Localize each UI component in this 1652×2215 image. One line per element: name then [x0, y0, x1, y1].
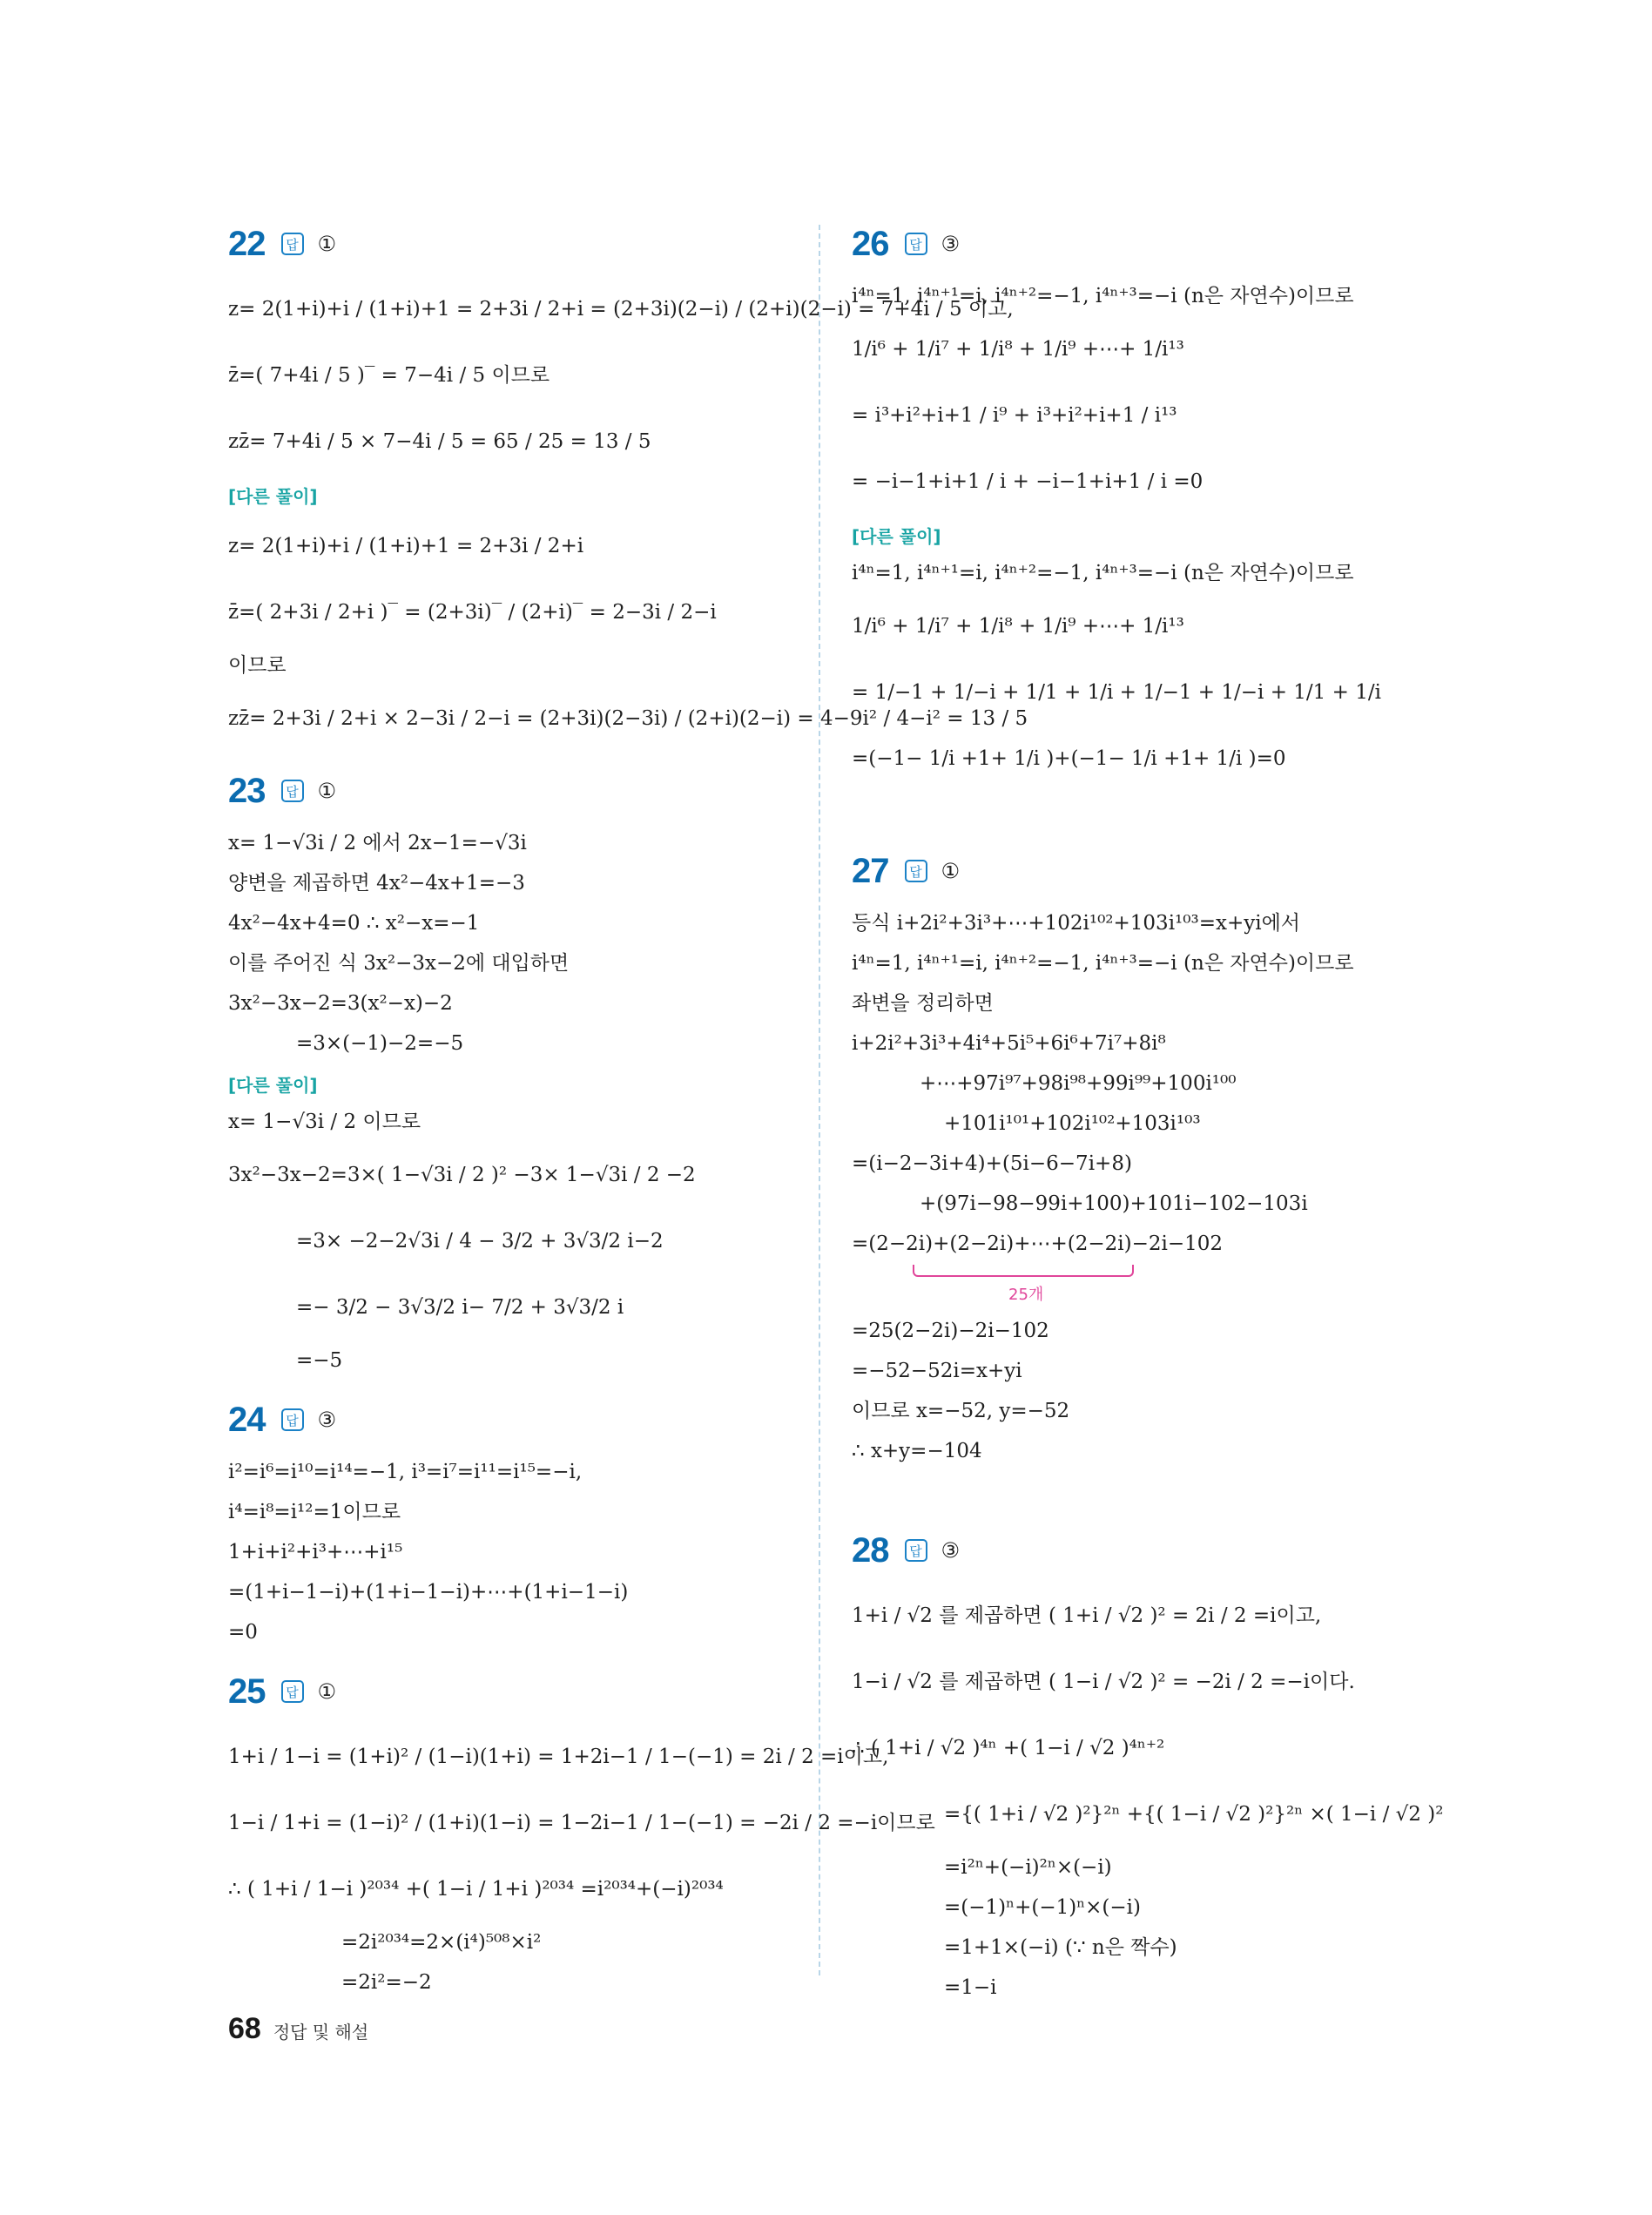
alt-solution-line: x= 1−√3i / 2 이므로 [228, 1111, 421, 1134]
alt-solution-line: i⁴ⁿ=1, i⁴ⁿ⁺¹=i, i⁴ⁿ⁺²=−1, i⁴ⁿ⁺³=−i (n은 자연수)이므로 [852, 562, 1354, 585]
solution-line: 1−i / √2 를 제곱하면 ( 1−i / √2 )² = −2i / 2 =−i이다. [852, 1671, 1355, 1694]
problem-number: 26 [852, 224, 889, 263]
problem-header [852, 218, 1418, 270]
alt-solution-line: =−5 [296, 1349, 343, 1373]
solution-line: 양변을 제곱하면 4x²−4x+1=−3 [228, 872, 525, 895]
solution-line: 좌변을 정리하면 [852, 992, 994, 1016]
answer-tag: 답 [281, 780, 304, 802]
alt-solution-line: =(−1− 1/i +1+ 1/i )+(−1− 1/i +1+ 1/i )=0 [852, 747, 1286, 771]
solution-line: i⁴ⁿ=1, i⁴ⁿ⁺¹=i, i⁴ⁿ⁺²=−1, i⁴ⁿ⁺³=−i (n은 자연수)이므로 [852, 285, 1354, 308]
solution-line: =0 [228, 1621, 258, 1644]
solution-line: =i²ⁿ+(−i)²ⁿ×(−i) [944, 1856, 1112, 1880]
alternative-solution-label: [다른 풀이] [852, 525, 941, 547]
solution-line: 1+i / √2 를 제곱하면 ( 1+i / √2 )² = 2i / 2 =i이고, [852, 1604, 1322, 1628]
solution-line: ={( 1+i / √2 )²}²ⁿ +{( 1−i / √2 )²}²ⁿ ×( 1−i / √2 )² [944, 1803, 1444, 1827]
problem-number: 28 [852, 1530, 889, 1570]
problem-number: 25 [228, 1671, 266, 1711]
answer-tag: 답 [281, 1680, 304, 1703]
problem-number: 23 [228, 771, 266, 810]
alternative-solution-label: [다른 풀이] [228, 1074, 318, 1096]
solution-line: +101i¹⁰¹+102i¹⁰²+103i¹⁰³ [944, 1112, 1201, 1136]
solution-line: 1−i / 1+i = (1−i)² / (1+i)(1−i) = 1−2i−1 / 1−(−1) = −2i / 2 =−i이므로 [228, 1812, 935, 1835]
answer-choice: ① [317, 779, 337, 803]
alt-solution-line: =3× −2−2√3i / 4 − 3/2 + 3√3/2 i−2 [296, 1230, 664, 1253]
solution-line: 이를 주어진 식 3x²−3x−2에 대입하면 [228, 952, 570, 976]
solution-line: =2i²=−2 [341, 1971, 432, 1995]
answer-choice: ① [317, 232, 337, 256]
problem-header [228, 218, 794, 270]
solution-line: 1/i⁶ + 1/i⁷ + 1/i⁸ + 1/i⁹ +⋯+ 1/i¹³ [852, 338, 1184, 361]
solution-line: =1+1×(−i) (∵ n은 짝수) [944, 1936, 1177, 1960]
alt-solution-line: 이므로 [228, 654, 287, 678]
alt-solution-line: =− 3/2 − 3√3/2 i− 7/2 + 3√3/2 i [296, 1296, 624, 1320]
solution-line: =(2−2i)+(2−2i)+⋯+(2−2i)−2i−102 [852, 1232, 1224, 1256]
answer-tag: 답 [905, 233, 927, 255]
solution-line: ∴ x+y=−104 [852, 1440, 982, 1463]
answer-choice: ① [941, 859, 961, 883]
problem-26 [852, 218, 1418, 793]
solution-line: =−52−52i=x+yi [852, 1360, 1022, 1383]
column-divider [819, 225, 820, 1975]
answer-tag: 답 [905, 1539, 927, 1562]
problem-24 [228, 1394, 794, 1653]
solution-line: i⁴ⁿ=1, i⁴ⁿ⁺¹=i, i⁴ⁿ⁺²=−1, i⁴ⁿ⁺³=−i (n은 자연수)이므로 [852, 952, 1354, 976]
solution-line: zz̄= 7+4i / 5 × 7−4i / 5 = 65 / 25 = 13 / 5 [228, 430, 651, 454]
solution-line: 3x²−3x−2=3(x²−x)−2 [228, 992, 453, 1016]
alt-solution-line: 3x²−3x−2=3×( 1−√3i / 2 )² −3× 1−√3i / 2 −2 [228, 1164, 696, 1187]
solution-line: = i³+i²+i+1 / i⁹ + i³+i²+i+1 / i¹³ [852, 404, 1177, 428]
solution-line: =25(2−2i)−2i−102 [852, 1320, 1049, 1343]
problem-25 [228, 1665, 935, 2003]
problem-header [228, 1665, 794, 1718]
problem-number: 24 [228, 1400, 266, 1439]
solution-line: =1−i [944, 1976, 997, 2000]
alt-solution-line: z̄=( 2+3i / 2+i )‾ = (2+3i)‾ / (2+i)‾ = 2−3i / 2−i [228, 601, 717, 625]
problem-header [852, 845, 1418, 897]
problem-header [228, 1394, 794, 1446]
solution-line: ∴ ( 1+i / √2 )⁴ⁿ +( 1−i / √2 )⁴ⁿ⁺² [852, 1737, 1165, 1760]
answer-tag: 답 [281, 1408, 304, 1431]
underbrace [913, 1265, 1134, 1277]
alternative-solution-label: [다른 풀이] [228, 485, 318, 507]
page-footer [228, 2012, 368, 2046]
answer-choice: ③ [317, 1408, 337, 1432]
alt-solution-line: 1/i⁶ + 1/i⁷ + 1/i⁸ + 1/i⁹ +⋯+ 1/i¹³ [852, 615, 1184, 638]
solution-line: 이므로 x=−52, y=−52 [852, 1400, 1070, 1423]
solution-line: 1+i / 1−i = (1+i)² / (1−i)(1+i) = 1+2i−1 / 1−(−1) = 2i / 2 =i이고, [228, 1746, 889, 1769]
problem-27 [852, 845, 1418, 1472]
solution-line: i+2i²+3i³+4i⁴+5i⁵+6i⁶+7i⁷+8i⁸ [852, 1032, 1166, 1056]
problem-header [228, 765, 794, 817]
right-column [852, 218, 1444, 2009]
problem-23 [228, 765, 794, 1381]
solution-line: z= 2(1+i)+i / (1+i)+1 = 2+3i / 2+i = (2+3i)(2−i) / (2+i)(2−i) = 7+4i / 5 이고, [228, 298, 1014, 321]
answer-choice: ③ [941, 1538, 961, 1563]
answer-tag: 답 [281, 233, 304, 255]
solution-line: 4x²−4x+4=0 ∴ x²−x=−1 [228, 912, 480, 935]
answer-choice: ③ [941, 232, 961, 256]
alt-solution-line: zz̄= 2+3i / 2+i × 2−3i / 2−i = (2+3i)(2−3i) / (2+i)(2−i) = 4−9i² / 4−i² = 13 / 5 [228, 707, 1028, 731]
solution-line: +⋯+97i⁹⁷+98i⁹⁸+99i⁹⁹+100i¹⁰⁰ [920, 1072, 1237, 1096]
solution-line: ∴ ( 1+i / 1−i )²⁰³⁴ +( 1−i / 1+i )²⁰³⁴ =i²⁰³⁴+(−i)²⁰³⁴ [228, 1878, 724, 1901]
solution-line: =2i²⁰³⁴=2×(i⁴)⁵⁰⁸×i² [341, 1931, 542, 1955]
problem-28 [852, 1524, 1444, 2009]
problem-number: 27 [852, 851, 889, 890]
underbrace-label: 25개 [1008, 1286, 1044, 1304]
alt-solution-line: = 1/−1 + 1/−i + 1/1 + 1/i + 1/−1 + 1/−i + 1/1 + 1/i [852, 681, 1381, 705]
problem-number: 22 [228, 224, 266, 263]
solution-line: 등식 i+2i²+3i³+⋯+102i¹⁰²+103i¹⁰³=x+yi에서 [852, 912, 1301, 935]
problem-header [852, 1524, 1418, 1577]
page-number: 68 [228, 2012, 261, 2045]
solution-line: = −i−1+i+1 / i + −i−1+i+1 / i =0 [852, 470, 1204, 494]
alt-solution-line: z= 2(1+i)+i / (1+i)+1 = 2+3i / 2+i [228, 535, 584, 558]
solution-line: =(i−2−3i+4)+(5i−6−7i+8) [852, 1152, 1132, 1176]
footer-title: 정답 및 해설 [273, 2022, 369, 2043]
solution-line: =3×(−1)−2=−5 [296, 1032, 464, 1056]
solution-line: x= 1−√3i / 2 에서 2x−1=−√3i [228, 832, 527, 855]
solution-line: i⁴=i⁸=i¹²=1이므로 [228, 1501, 401, 1524]
solution-line: =(−1)ⁿ+(−1)ⁿ×(−i) [944, 1896, 1141, 1920]
answer-choice: ① [317, 1679, 337, 1704]
solution-line: =(1+i−1−i)+(1+i−1−i)+⋯+(1+i−1−i) [228, 1581, 629, 1604]
answer-tag: 답 [905, 860, 927, 882]
solution-line: +(97i−98−99i+100)+101i−102−103i [920, 1192, 1308, 1216]
solution-line: z̄=( 7+4i / 5 )‾ = 7−4i / 5 이므로 [228, 364, 550, 388]
solution-line: 1+i+i²+i³+⋯+i¹⁵ [228, 1541, 403, 1564]
solution-line: i²=i⁶=i¹⁰=i¹⁴=−1, i³=i⁷=i¹¹=i¹⁵=−i, [228, 1461, 583, 1484]
